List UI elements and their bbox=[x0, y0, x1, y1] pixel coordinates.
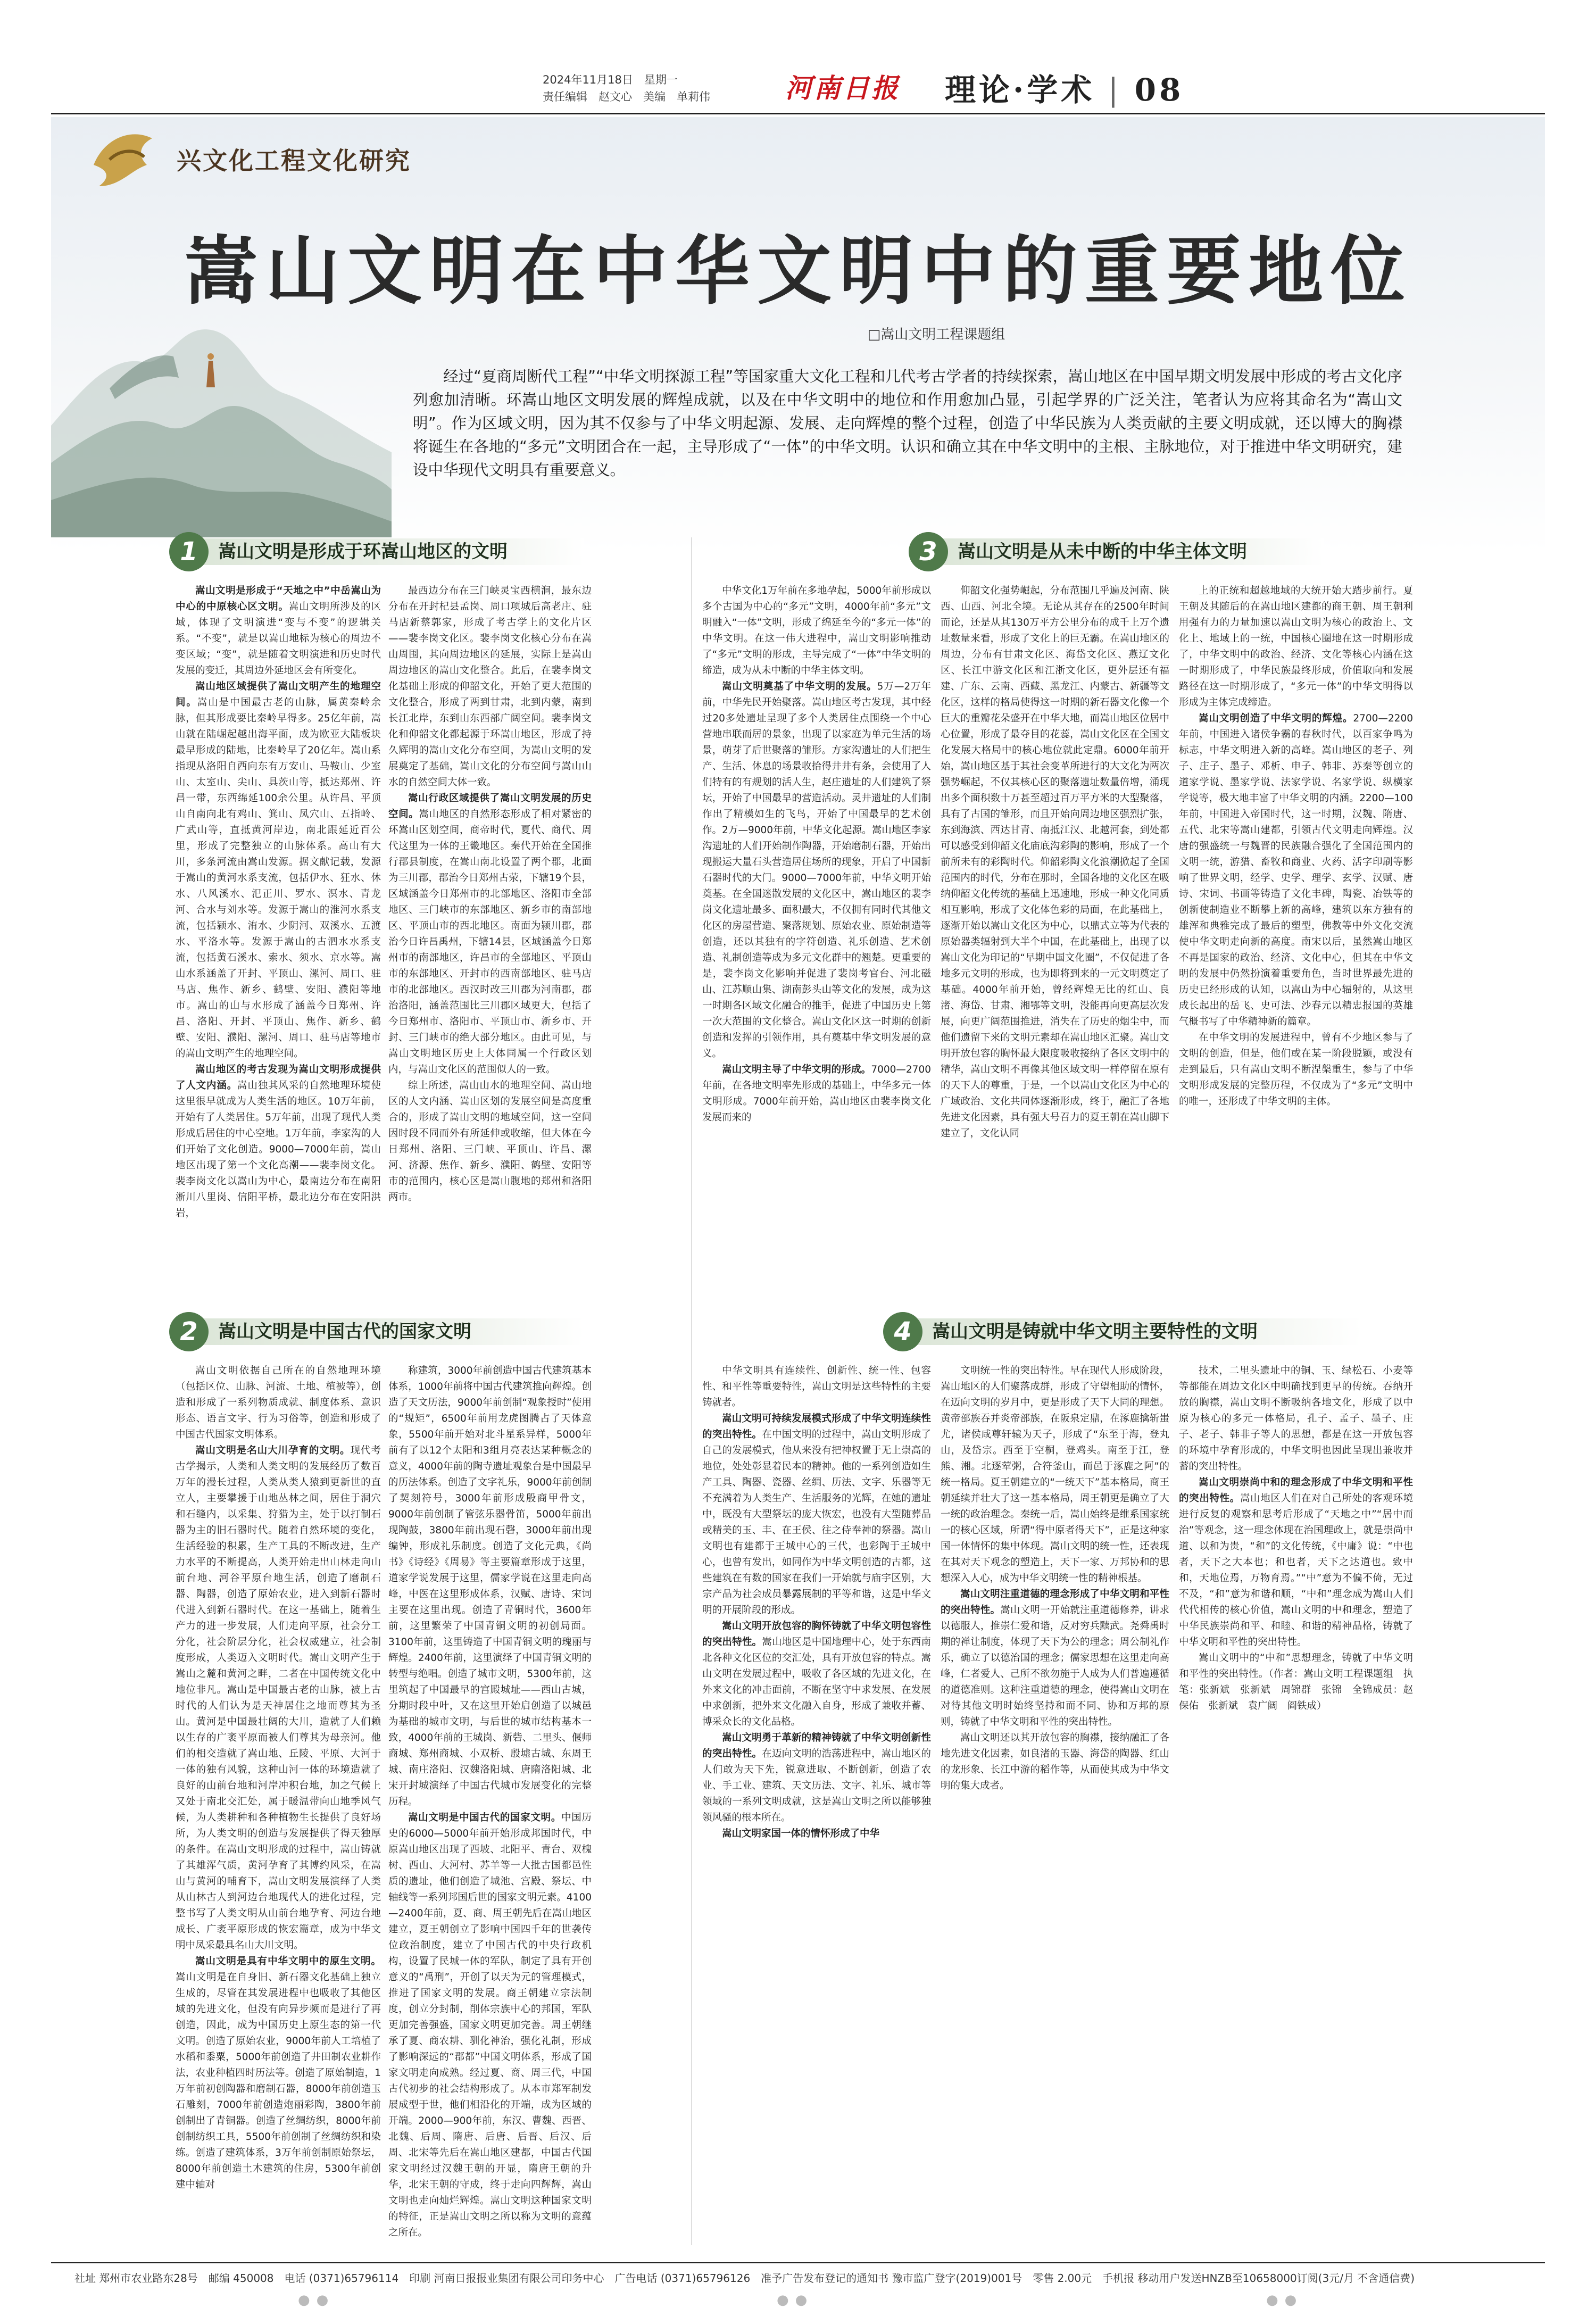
editors-line: 责任编辑 赵文心 美编 单莉伟 bbox=[543, 90, 710, 103]
paragraph: 嵩山文明还以其开放包容的胸襟，接纳融汇了各地先进文化因素，如良渚的玉器、海岱的陶器、红山的龙形象、长江中游的稻作等，从而使其成为中华文明的集大成者。 bbox=[941, 1732, 1169, 1791]
byline: □嵩山文明工程课题组 bbox=[867, 327, 1005, 343]
registration-dots: ●● bbox=[777, 2292, 814, 2308]
paragraph: 嵩山文明勇于革新的精神铸就了中华文明创新性的突出特性。在迈向文明的浩荡进程中，嵩山地区的人们敢为天下先，锐意进取、不断创新，创造了农业、手工业、建筑、天文历法、文字、礼乐、城市等领域的一系列文明成就，这是嵩山文明之所以能够独领风骚的根本所在。 bbox=[702, 1732, 931, 1823]
masthead-rule bbox=[51, 113, 1545, 114]
paragraph: 综上所述，嵩山山水的地理空间、嵩山地区的人文内涵、嵩山区划的发展空间是高度重合的，形成了嵩山文明的地域空间，这一空间因时段不同而外有所延伸或收缩，但大体在今日郑州、洛阳、三门峡、平顶山、许昌、漯河、济源、焦作、新乡、濮阳、鹤壁、安阳等市的范围内，核心区是嵩山腹地的郑州和洛阳两市。 bbox=[388, 1080, 592, 1203]
section-2-column-2 bbox=[388, 1363, 592, 2252]
paragraph: 嵩山文明主导了中华文明的形成。7000—2700年前，在各地文明率先形成的基础上，中华多元一体文明形成。7000年前开始，嵩山地区由裴李岗文化发展而来的 bbox=[702, 1064, 931, 1123]
section-4-header bbox=[883, 1312, 1362, 1350]
paragraph: 嵩山文明中的“中和”思想理念，铸就了中华文明和平性的突出特性。（作者：嵩山文明工程课题组 执笔：张新斌 张新斌 周锦群 张锦 全锦成员：赵保佑 张新斌 袁广阔 阎铁成） bbox=[1179, 1653, 1413, 1712]
registration-dots: ●● bbox=[298, 2292, 335, 2308]
section-3-column-1 bbox=[702, 583, 931, 1294]
footer-info: 社址 郑州市农业路东28号 邮编 450008 电话 (0371)65796114 印刷 河南日报报业集团有限公司印务中心 广告电话 (0371)65796126 准予广告发布登记的通知书 豫市监广登字(2019)001号 零售 2.00元 手机报 移动用户发送HNZB至10658000订阅(3元/月 不含通信费) bbox=[74, 2272, 1415, 2285]
section-name: 理论·学术 bbox=[945, 72, 1095, 108]
paragraph: 嵩山文明是中国古代的国家文明。中国历史的6000—5000年前开始形成邦国时代，中原嵩山地区出现了西坡、北阳平、青台、双槐树、西山、大河村、苏羊等一大批古国都邑性质的遗址，他们创造了城池、宫殿、祭坛、中轴线等一系列邦国后世的国家文明元素。4100—2400年前，夏、商、周王朝先后在嵩山地区建立，夏王朝创立了影响中国四千年的世袭传位政治制度，建立了中国古代的中央行政机构，设置了民城一体的军队，制定了具有开创意义的“禹刑”，开创了以天为元的管理模式，推进了国家文明的发展。商王朝建立宗法制度，创立分封制，削体宗族中心的邦国，军队更加完善强盛，国家文明更加完善。周王朝继承了夏、商农耕、驯化神治，强化礼制，形成了影响深远的“郡都”中国文明体系，形成了国家文明走向成熟。经过夏、商、周三代，中国古代初步的社会结构形成了。从本市郑军制发展成型于世，他们相沿化的开端，成为区域的开端。2000—900年前，东汉、曹魏、西晋、北魏、后周、隋唐、后唐、后晋、后汉、后周、北宋等先后在嵩山地区建都，中国古代国家文明经过汉魏王朝的开显，隋唐王朝的升华，北宋王朝的守成，终于走向四辉辉，嵩山文明也走向灿烂辉煌。嵩山文明这种国家文明的特征，正是嵩山文明之所以称为文明的意蕴之所在。 bbox=[388, 1812, 592, 2238]
paragraph: 上的正统和超越地域的大统开始大踏步前行。夏王朝及其随后的在嵩山地区建都的商王朝、周王朝利用强有力的力量加速以嵩山文明为核心的政治上、文化上、地域上的一统，中国核心圈地在这一时期形成了，中华文明中的政治、经济、文化等核心内涵在这一时期形成了，中华民族最终形成，价值取向和发展路径在这一时期形成了，“多元一体”的中华文明得以形成为主体完成缔造。 bbox=[1179, 585, 1413, 708]
paper-logo: 河南日报 bbox=[785, 72, 900, 104]
section-title: 理论·学术 | 08 bbox=[945, 72, 1184, 108]
column-title: 兴文化工程文化研究 bbox=[177, 146, 411, 175]
section-3-column-3 bbox=[1179, 583, 1413, 1294]
paragraph: 嵩山文明奠基了中华文明的发展。5万—2万年前，中华先民开始聚落。嵩山地区考古发现，其中经过20多处遗址呈现了多个人类居住点围绕一个中心营地串联而居的景象，出现了以家庭为单元生活的场景，萌芽了后世聚落的雏形。方家沟遗址的人们把生产、生活、休息的场景收拾得井井有条，会使用了人们特有的有规划的活人生，赵庄遗址的人们建筑了祭坛，开始了中国最早的营造活动。灵井遗址的人们制作出了精模如生的飞鸟，开始了中国最早的艺术创作。2万—9000年前，中华文化起源。嵩山地区李家沟遗址的人们开始制作陶器，开始磨制石器，开始出现搬运大量石头营造居住场所的现象，开启了中国新石器时代的大门。9000—7000年前，中华文明开始奠基。在全国迷散发展的文化区中，嵩山地区的裴李岗文化遗址最多、面积最大，不仅拥有同时代其他文化区的房屋营造、聚落规划、原始农业、原始制造等创造，还以其独有的字符创造、礼乐创造、艺术创造、礼制创造等成为多元文化群中的翘楚。更重要的是，裴李岗文化影响并促进了裴岗考官台、河北磁山、江苏顺山集、湖南彭头山等文化的发展，成为这一时期各区域文化融合的推手，促进了中国历史上第一次大范围的文化整合。嵩山文化区这一时期的创新创造和发挥的引领作用，具有奠基中华文明发展的意义。 bbox=[702, 681, 931, 1059]
paragraph: 嵩山文明可持续发展模式形成了中华文明连续性的突出特性。在中国文明的过程中，嵩山文明形成了自己的发展模式，他从来没有把神权置于无上崇高的地位，处处彰显着民本的精神。他的一系列创造如生产工具、陶器、瓷器、丝绸、历法、文字、乐器等无不充满着为人类生产、生活服务的光辉，在她的遗址中，既没有大型祭坛的庞大恢宏，也没有大型随葬品或精美的玉、丰、在王侯、往之侍奉神的祭器。嵩山文明也有建都于王城中心的三代，也彩陶于王城中心，也曾有发出，如同作为中华文明创造的古都，这些建筑在有数的国家在我们一开始就与庙宇区别，大宗产品为社会成员暴露展制的平等和谐，这是中华文明的开展阶段的形成。 bbox=[702, 1413, 931, 1616]
masthead bbox=[51, 67, 1545, 106]
section-1-column-2 bbox=[388, 583, 592, 1294]
section-1-header bbox=[169, 532, 584, 570]
headline-banner bbox=[51, 117, 1545, 553]
paragraph: 嵩山文明家国一体的情怀形成了中华 bbox=[722, 1828, 880, 1839]
section-1-column-1 bbox=[176, 583, 381, 1294]
paragraph: 在中华文明的发展进程中，曾有不少地区参与了文明的创造，但是，他们或在某一阶段脱颖，或没有走到最后，只有嵩山文明不断涅槃重生，参与了中华文明形成发展的完整历程，不仅成为了“多元”文明中的唯一，还形成了中华文明的主体。 bbox=[1179, 1032, 1413, 1107]
section-4-column-3 bbox=[1179, 1363, 1413, 2252]
section-4-number: 4 bbox=[883, 1312, 922, 1351]
section-3-column-2 bbox=[941, 583, 1169, 1294]
paragraph: 嵩山行政区域提供了嵩山文明发展的历史空间。嵩山地区的自然形态形成了相对紧密的环嵩山区划空间，商帝时代，夏代、商代、周代这里为一体的王畿地区。秦代开始在全国推行郡县制度，在嵩山南北设置了两个郡，北面为三川郡，郡治今日郑州古荥，下辖19个县，区域涵盖今日郑州市的北部地区、洛阳市全部地区、三门峡市的东部地区、新乡市的南部地区、平顶山市的西北地区。南面为颍川郡，郡治今日许昌禹州，下辖14县，区域涵盖今日郑州市的南部地区，许昌市的全部地区、平顶山市的东部地区、开封市的西南部地区、驻马店市的北部地区。西汉时改三川郡为河南郡，郡治洛阳，涵盖范围比三川郡区域更大，包括了今日郑州市、洛阳市、平顶山市、新乡市、开封、三门峡市的绝大部分地区。由此可见，与嵩山文明地区历史上大体同属一个行政区划内，与嵩山文化区的范围似人的一致。 bbox=[388, 793, 592, 1075]
section-2-column-1 bbox=[176, 1363, 381, 2252]
paragraph: 嵩山文明崇尚中和的理念形成了中华文明和平性的突出特性。嵩山地区人们在对自己所处的客观环境进行反复的观察和思考后形成了“天地之中”“居中而治”等观念，这一理念体现在治国理政上，就是崇尚中道、以和为贵，“和”的文化传统，《中庸》说：“中也者，天下之大本也；和也者，天下之达道也。致中和，天地位焉，万物育焉。”“中”意为不偏不倚，无过不及，“和”意为和谐和顺，“中和”理念成为嵩山人们代代相传的核心价值，嵩山文明的中和理念，塑造了中华民族崇尚和平、和睦、和谐的精神品格，铸就了中华文明和平性的突出特性。 bbox=[1179, 1477, 1413, 1648]
paragraph: 嵩山文明开放包容的胸怀铸就了中华文明包容性的突出特性。嵩山地区是中国地理中心，处于东西南北各种文化区位的交汇处，具有开放包容的特点。嵩山文明在发展过程中，吸收了各区域的先进文化，在外来文化的冲击面前，不断在坚守中求发展、在发展中求创新，把外来文化融入自身，形成了兼收并蓄、博采众长的文化品格。 bbox=[702, 1621, 931, 1728]
issue-date: 2024年11月18日 星期一 bbox=[543, 73, 678, 86]
paragraph: 嵩山文明创造了中华文明的辉煌。2700—2200年前，中国进入诸侯争霸的春秋时代，以百家争鸣为标志，中华文明进入新的高峰。嵩山地区的老子、列子、庄子、墨子、邓析、申子、韩非、苏秦等创立的道家学说、墨家学说、法家学说、名家学说、纵横家学说等，极大地丰富了中华文明的内涵。2200—100年前，中国进入帝国时代，这一时期，汉魏、隋唐、五代、北宋等嵩山建都，引领古代文明走向辉煌。汉唐的强盛统一与魏晋的民族融合强化了全国范围内的文明一统，游猎、畜牧和商业、火药、活字印刷等影响了世界文明，经学、史学、理学、玄学、汉赋、唐诗、宋词、书画等铸造了文化丰碑，陶瓷、冶铁等的创新使制造业不断攀上新的高峰，建筑以东方独有的雄浑和典雅完成了最后的塑型，佛教等中外文化交流使中华文明走向新的高度。南宋以后，虽然嵩山地区不再是国家的政治、经济、文化中心，但其在中华文明的发展中仍然扮演着重要角色，当时世界最先进的历史已经形成的认知，以嵩山为中心辐射的，从这里成长起出的岳飞、史可法、沙春元以精忠报国的英雄气概书写了中华精神新的篇章。 bbox=[1179, 713, 1413, 1027]
paragraph: 技术，二里头遗址中的铜、玉、绿松石、小麦等等都能在周边文化区中明确找到更早的传统。吞纳开放的胸襟，嵩山文明不断吸纳各地文化，形成了以中原为核心的多元一体格局，孔子、孟子、墨子、庄子、老子、韩非子等人的思想，都是在这一开放包容的环境中孕育形成的，中华文明也因此呈现出兼收并蓄的突出特性。 bbox=[1179, 1365, 1413, 1472]
section-3-title: 嵩山文明是从未中断的中华主体文明 bbox=[936, 538, 1324, 565]
section-4-column-1 bbox=[702, 1363, 931, 2252]
registration-dots: ●● bbox=[1266, 2292, 1303, 2308]
paragraph: 称建筑，3000年前创造中国古代建筑基本体系，1000年前将中国古代建筑推向辉煌。创造了天文历法，9000年前创制“观象授时”使用的“规矩”，6500年前用龙虎图腾占了天体意象，5500年前开始对北斗星系异样，5000年前有了以12个太阳和3组月亮表达某种概念的意义，4000年前的陶寺遗址观象台是中国最早的历法体系。创造了文字礼乐，9000年前创制了契刻符号，3000年前形成殷商甲骨文，9000年前创制了管弦乐器骨笛，5000年前出现陶鼓，3800年前出现石磬，3000年前出现编钟，形成礼乐制度。创造了文化元典，《尚书》《诗经》《周易》等主要篇章形成于这里，道家学说发展于这里，儒家学说在这里走向高峰，中医在这里形成体系，汉赋、唐诗、宋词主要在这里出现。创造了青铜时代，3600年前，这里繁荣了中国青铜文明的初创局面。3100年前，这里铸造了中国青铜文明的瑰丽与辉煌。2400年前，这里演绎了中国青铜文明的转型与绝唱。创造了城市文明，5300年前，这里筑起了中国最早的宫殿城址——西山古城，分期时段中叶，又在这里开始启创造了以城邑为基础的城市文明，与后世的城市结构基本一致，4000年前的王城岗、新砦、二里头、偃师商城、郑州商城、小双桥、殷墟古城、东周王城、南庄洛阳、汉魏洛阳城、唐隋洛阳城、北宋开封城演绎了中国古代城市发展变化的完整历程。 bbox=[388, 1365, 592, 1807]
section-2-title: 嵩山文明是中国古代的国家文明 bbox=[197, 1318, 584, 1345]
section-3-number: 3 bbox=[909, 532, 948, 571]
paragraph: 嵩山文明注重道德的理念形成了中华文明和平性的突出特性。嵩山文明一开始就注重道德修养，讲求以德服人，推崇仁爱和谐，反对穷兵黩武。尧舜禹时期的禅让制度，体现了天下为公的理念；周公制礼作乐，确立了以德治国的理念；儒家思想在这里走向高峰，仁者爱人、己所不欲勿施于人成为人们普遍遵循的道德准则。这种注重道德的理念，使得嵩山文明在对待其他文明时始终坚持和而不同、协和万邦的原则，铸就了中华文明和平性的突出特性。 bbox=[941, 1589, 1169, 1728]
page-number: 08 bbox=[1134, 72, 1184, 108]
paragraph: 嵩山文明依据自己所在的自然地理环境（包括区位、山脉、河流、土地、植被等），创造和形成了一系列物质成就、制度体系、意识形态、语言文字、行为习俗等，创造和形成了中国古代国家文明体系。 bbox=[176, 1365, 381, 1440]
paragraph: 嵩山文明是具有中华文明中的原生文明。嵩山文明是在自身旧、新石器文化基础上独立生成的，尽管在其发展进程中也吸收了其他区域的先进文化，但没有向异步频而是进行了再创造，因此，成为中国历史上原生态的第一代文明。创造了原始农业，9000年前人工培植了水稻和黍粟，5000年前创造了井田制农业耕作法，农业种植四时历法等。创造了原始制造，1万年前初创陶器和磨制石器，8000年前创造玉石雕刻，7000年前创造炮丽彩陶，3800年前创制出了青铜器。创造了丝绸纺织，8000年前创制纺织工具，5500年前创制了丝绸纺织和染练。创造了建筑体系，3万年前创制原始祭坛，8000年前创造土木建筑的住房，5300年前创建中轴对 bbox=[176, 1956, 381, 2190]
abstract: 经过“夏商周断代工程”“中华文明探源工程”等国家重大文化工程和几代考古学者的持续探索，嵩山地区在中国早期文明发展中形成的考古文化序列愈加清晰。环嵩山地区文明发展的辉煌成就，以及在中华文明中的地位和作用愈加凸显，引起学界的广泛关注，笔者认为应将其命名为“嵩山文明”。作为区域文明，因为其不仅参与了中华文明起源、发展、走向辉煌的整个过程，创造了中华民族为人类贡献的主要文明成就，还以博大的胸襟将诞生在各地的“多元”文明团合在一起，主导形成了“一体”的中华文明。认识和确立其在中华文明中的主根、主脉地位，对于推进中华文明研究，建设中华现代文明具有重要意义。 bbox=[413, 368, 1402, 479]
footer-rule bbox=[51, 2262, 1545, 2263]
section-4-title: 嵩山文明是铸就中华文明主要特性的文明 bbox=[911, 1318, 1362, 1345]
column-emblem-icon bbox=[88, 128, 163, 192]
paragraph: 文明统一性的突出特性。早在现代人形成阶段，嵩山地区的人们聚落成群，形成了守望相助的情怀，在迈向文明的岁月中，更是形成了天下大同的理想。黄帝部族吞并炎帝部族，在阪泉定鼎，在涿鹿擒斩蚩尤，诸侯咸尊轩辕为天子，形成了“东至于海，登丸山，及岱宗。西至于空桐，登鸡头。南至于江，登熊、湘。北逐荤粥，合符釜山，而邑于涿鹿之阿”的统一格局。夏王朝建立的“一统天下”基本格局，商王朝延续并壮大了这一基本格局，周王朝更是确立了大一统的政治理念。秦统一后，嵩山始终是维系国家统一的核心区域，所谓“得中原者得天下”，正是这种家国一体情怀的集中体现。嵩山文明的统一性，还表现在其对天下观念的塑造上，天下一家、万邦协和的思想深入人心，成为中华文明统一性的精神根基。 bbox=[941, 1365, 1169, 1584]
paragraph: 仰韶文化强势崛起，分布范围几乎遍及河南、陕西、山西、河北全境。无论从其存在的2500年时间而论，还是从其130万平方公里分布的成千上万个遗址数量来看，形成了文化上的巨无霸。在嵩山地区的周边，分布有甘肃文化区、海岱文化区、燕辽文化区、长江中游文化区和江浙文化区，更外层还有福建、广东、云南、西藏、黑龙江、内蒙古、新疆等文化区，这样的格局使得这一时期的新石器文化像一个巨大的重瓣花朵盛开在中华大地，而嵩山地区位居中心位置，形成了最夺目的花蕊，嵩山文化区在全国文化发展大格局中的核心地位就此定鼎。6000年前开始，嵩山地区基于其社会变革所进行的大文化为两次强势崛起，不仅其核心区的聚落遗址数量倍增，涌现出多个面积数十万甚至超过百万平方米的大型聚落，具有了古国的雏形，而且开始向周边地区强烈扩张，东到海滨、西达甘青、南抵江汉、北越河套，到处都可以感受到仰韶文化庙底沟彩陶的影响，形成了一个前所未有的彩陶时代。仰韶彩陶文化浪潮掀起了全国范围内的时代，分布在那时，全国各地的文化区在吸纳仰韶文化传统的基础上迅速地，形成一种文化同质相互影响，形成了文化体色彩的局面，在此基础上，逐渐开始以嵩山文化区为中心，以鼎式立等为代表的原始器类辐射到大半个中国，在此基础上，出现了以嵩山文化为印记的“早期中国文化圈”，不仅促进了各地多元文明的形成，也为即将到来的一元文明奠定了基础。4000年前开始，曾经辉煌无比的红山、良渚、海岱、甘肃、湘鄂等文明，没能再向更高层次发展，向更广阔范围推进，消失在了历史的烟尘中，而他们遗留下来的文明元素却在嵩山地区汇聚。嵩山文明开放包容的胸怀最大限度吸收接纳了各区文明中的精华，嵩山文明不再像其他区域文明一样停留在原有的天下人的尊重，于是，一个以嵩山文化区为中心的广域政治、文化共同体逐渐形成，终于，融汇了各地先进文化因素，具有强大号召力的夏王朝在嵩山脚下建立了，文化认同 bbox=[941, 585, 1169, 1139]
section-1-number: 1 bbox=[169, 532, 209, 571]
paragraph: 中华文化1万年前在多地孕起，5000年前形成以多个古国为中心的“多元”文明，4000年前“多元”文明融入“一体”文明，形成了绵延至今的“多元一体”的中华文明。在这一伟大进程中，嵩山文明影响推动了“多元”文明的形成，主导完成了“一体”中华文明的缔造，成为从未中断的中华主体文明。 bbox=[702, 585, 931, 676]
masthead-meta bbox=[543, 71, 771, 105]
paragraph: 最西边分布在三门峡灵宝西横涧，最东边分布在开封杞县孟岗、周口项城后高老庄、驻马店新蔡郭家，形成了考古学上的文化片区——裴李岗文化区。裴李岗文化核心分布在嵩山周围，其向周边地区的延展，实际上是嵩山周边地区的嵩山文化整合。此后，在裴李岗文化基础上形成的仰韶文化，开始了更大范围的文化整合，形成了两到甘肃，北到内蒙，南到长江北岸，东到山东西部广阔空间。裴李岗文化和仰韶文化都起源于环嵩山地区，形成了持久辉明的嵩山文化分布空间，为嵩山文明的发展奠定了基础，嵩山文化的分布空间与嵩山山水的自然空间大体一致。 bbox=[388, 585, 592, 788]
section-2-number: 2 bbox=[169, 1312, 209, 1351]
section-2-header bbox=[169, 1312, 584, 1350]
paragraph: 嵩山地区域提供了嵩山文明产生的地理空间。嵩山是中国最古老的山脉，属黄秦岭余脉，但其形成要比秦岭早得多。25亿年前，嵩山就在陆崛起越出海平面，成为欧亚大陆板块最早形成的陆地，比秦岭早了20亿年。嵩山系指现从洛阳自西向东有万安山、马鞍山、少室山、太室山、尖山、具茨山等，抵达郑州、许昌一带，东西绵延100余公里。从许昌、平顶山自南向北有鸡山、箕山、凤穴山、五指岭、广武山等，直抵黄河岸边，南北跟延近百公里，形成了完整独立的山脉体系。高山有大川，多条河流由嵩山发源。据文献记载，发源于嵩山的黄河水系支流，包括伊水、狂水、休水、八风溪水、汜正川、罗水、溟水、青龙河、合水与刘水等。发源于嵩山的淮河水系支流，包括颍水、洧水、少阴河、双溪水、五渡水、平洛水等。发源于嵩山的古泗水水系支流，包括黄石溪水、索水、须水、京水等。嵩山水系涵盖了开封、平顶山、漯河、周口、驻马店、焦作、新乡、鹤壁、安阳、濮阳等地市。嵩山的山与水形成了涵盖今日郑州、许昌、洛阳、开封、平顶山、焦作、新乡、鹤壁、安阳、濮阳、漯河、周口、驻马店等地市的嵩山文明产生的地理空间。 bbox=[176, 681, 381, 1059]
paragraph: 中华文明具有连续性、创新性、统一性、包容性、和平性等重要特性，嵩山文明是这些特性的主要铸就者。 bbox=[702, 1365, 931, 1408]
paragraph: 嵩山文明是名山大川孕育的文明。现代考古学揭示，人类和人类文明的发展经历了数百万年的漫长过程，人类从类人猿到更新世的直立人，主要攀援于山地丛林之间，居住于洞穴和石缝内，以采集、狩猎为主，处于以打制石器为主的旧石器时代。随着自然环境的变化，生活经验的积累，生产工具的不断改进，生产力水平的不断提高，人类开始走出山林走向山前台地、河谷平原台地生活，创造了磨制石器、陶器，创造了原始农业，进入到新石器时代进入到新石器时代。在这一基础上，随着生产力的进一步发展，人们走向平原，社会分工分化，社会阶层分化，社会权威建立，社会制度形成，人类迈入文明时代。嵩山文明产生于嵩山之麓和黄河之畔，二者在中国传统文化中地位非凡。嵩山是中国最古老的山脉，被上古时代的人们认为是天神居住之地而尊其为圣山。黄河是中国最壮阔的大川，造就了人们赖以生存的广袤平原而被人们尊其为母亲河。他们的相交造就了嵩山地、丘陵、平原、大河于一体的独有风貌，这种山河一体的环境造就了良好的山前台地和河岸冲积台地，加之气候上又处于南北交汇处，属于暖温带向山地季风气候，为人类耕种和各种植物生长提供了良好场所，为人类文明的创造与发展提供了得天独厚的条件。在嵩山文明形成的过程中，嵩山铸就了其雄浑气质，黄河孕育了其博约风采，在嵩山与黄河的哺育下，嵩山文明发展演绎了人类从山林古人到河边台地现代人的进化过程，完整书写了人类文明从山前台地孕育、河边台地成长、广袤平原形成的恢宏篇章，成为中华文明中凤采最具名山大川文明。 bbox=[176, 1445, 381, 1951]
section-4-column-2 bbox=[941, 1363, 1169, 2252]
headline: 嵩山文明在中华文明中的重要地位 bbox=[183, 228, 1412, 315]
section-3-header bbox=[909, 532, 1324, 570]
section-1-title: 嵩山文明是形成于环嵩山地区的文明 bbox=[197, 538, 584, 565]
paragraph: 嵩山地区的考古发现为嵩山文明形成提供了人文内涵。嵩山独其风采的自然地理环境使这里很早就成为人类生活的地区。10万年前，开始有了人类居住。5万年前，出现了现代人类形成后居住的中心空地。1万年前，李家沟的人们开始了文化创造。9000—7000年前，嵩山地区出现了第一个文化高潮——裴李岗文化。裴李岗文化以嵩山为中心，最南边分布在南阳淅川八里岗、信阳平桥，最北边分布在安阳洪岩， bbox=[176, 1064, 381, 1219]
paragraph: 嵩山文明是形成于“天地之中”中岳嵩山为中心的中原核心区文明。嵩山文明所涉及的区域，体现了文明演进“变与不变”的逻辑关系。“不变”，就是以嵩山地标为核心的周边不变区域；“变”，就是随着文明演进和历史时代发展的变迁，其周边外延地区会有所变化。 bbox=[176, 585, 381, 676]
